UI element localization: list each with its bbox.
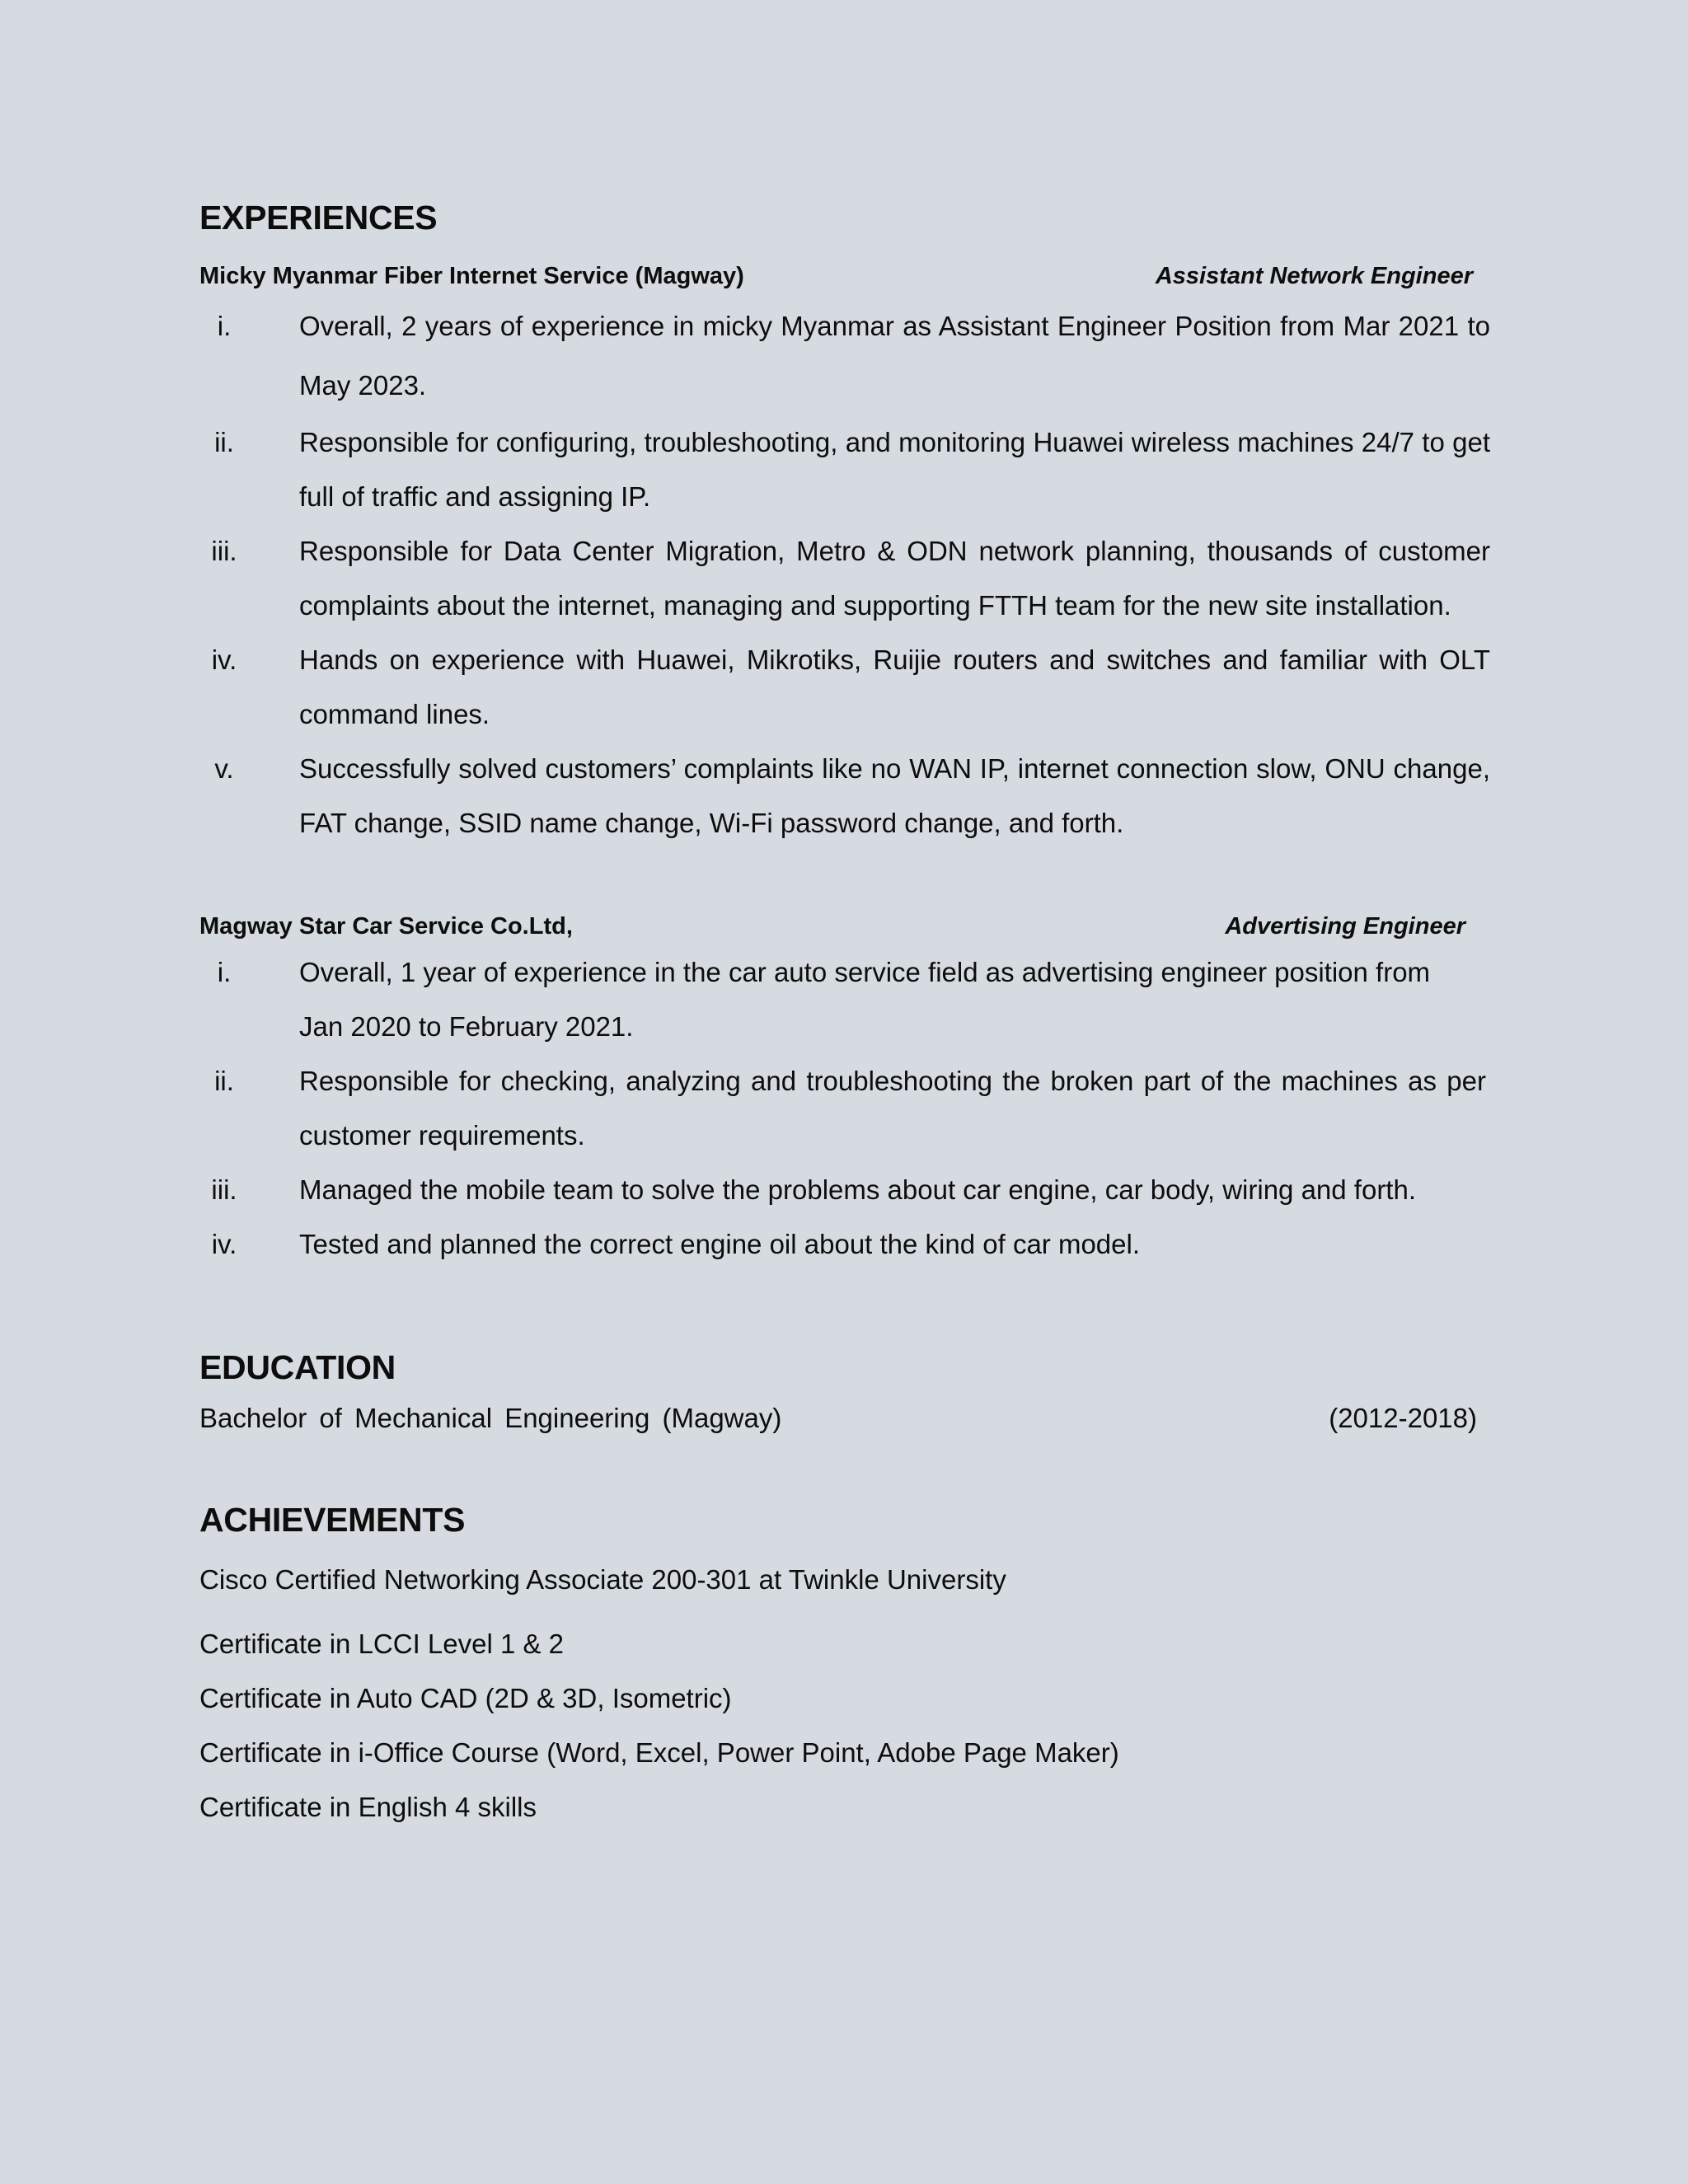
list-item: Cisco Certified Networking Associate 200-301 at Twinkle University: [199, 1563, 1006, 1595]
list-number: iv.: [211, 644, 237, 676]
job-header: [199, 263, 1481, 290]
list-item: [199, 297, 1490, 415]
list-number: iii.: [211, 536, 237, 567]
list-item: Certificate in i-Office Course (Word, Excel, Power Point, Adobe Page Maker): [199, 1736, 1119, 1768]
list-item: Certificate in Auto CAD (2D & 3D, Isometric): [199, 1682, 732, 1713]
list-item: [199, 524, 1490, 633]
list-item-text: Hands on experience with Huawei, Mikrotiks, Ruijie routers and switches and familiar with OLT command lines.: [299, 644, 1490, 730]
list-item: [199, 415, 1490, 524]
education-heading: EDUCATION: [199, 1348, 396, 1387]
job-title: Advertising Engineer: [1225, 913, 1465, 940]
list-item: [199, 1163, 1490, 1217]
achievements-heading: ACHIEVEMENTS: [199, 1501, 466, 1540]
list-item-text: Tested and planned the correct engine oil about the kind of car model.: [299, 1229, 1141, 1260]
list-item: Certificate in English 4 skills: [199, 1791, 537, 1822]
list-item-text: Overall, 2 years of experience in micky Myanmar as Assistant Engineer Position from Mar 2021 to May 2023.: [299, 311, 1490, 401]
experiences-heading: EXPERIENCES: [199, 199, 438, 237]
list-item-text: Managed the mobile team to solve the problems about car engine, car body, wiring and forth.: [299, 1174, 1416, 1206]
list-item: [199, 1054, 1490, 1163]
list-number: i.: [217, 311, 232, 342]
list-number: ii.: [214, 1066, 234, 1097]
list-number: iii.: [211, 1174, 237, 1206]
list-item-text: Responsible for configuring, troubleshooting, and monitoring Huawei wireless machines 24/7 to get full of traffic and assigning IP.: [299, 427, 1490, 513]
job-header: [199, 913, 1474, 940]
job-title: Assistant Network Engineer: [1155, 263, 1473, 290]
resume-page: [199, 198, 1490, 1835]
list-item: [199, 1217, 1490, 1272]
list-number: iv.: [211, 1229, 237, 1260]
list-item: [199, 633, 1490, 742]
list-number: ii.: [214, 427, 234, 458]
list-item: Certificate in LCCI Level 1 & 2: [199, 1628, 565, 1659]
job-duties-list: [199, 297, 1490, 851]
education-entry: [199, 1403, 1484, 1434]
degree-years: (2012-2018): [1329, 1403, 1477, 1434]
list-item-text: Responsible for Data Center Migration, Metro & ODN network planning, thousands of customer complaints about the internet, managing and supporting FTTH team for the new site installation.: [299, 536, 1490, 621]
company-name: Micky Myanmar Fiber Internet Service (Magway): [199, 263, 744, 290]
list-item-text: Successfully solved customers’ complaints like no WAN IP, internet connection slow, ONU change, FAT change, SSID name change, Wi-Fi password change, and forth.: [299, 753, 1490, 839]
list-item: [199, 742, 1490, 851]
list-number: v.: [214, 753, 234, 785]
list-item: [199, 945, 1490, 1054]
list-number: i.: [217, 957, 232, 988]
achievements-list: [199, 1553, 1490, 1835]
list-item-text: Overall, 1 year of experience in the car auto service field as advertising engineer position from Jan 2020 to February 2021.: [299, 957, 1431, 1043]
job-duties-list: [199, 945, 1490, 1272]
degree-name: Bachelor of Mechanical Engineering (Magway): [199, 1403, 782, 1434]
company-name: Magway Star Car Service Co.Ltd,: [199, 913, 573, 940]
list-item-text: Responsible for checking, analyzing and troubleshooting the broken part of the machines as per customer requirements.: [299, 1066, 1486, 1151]
